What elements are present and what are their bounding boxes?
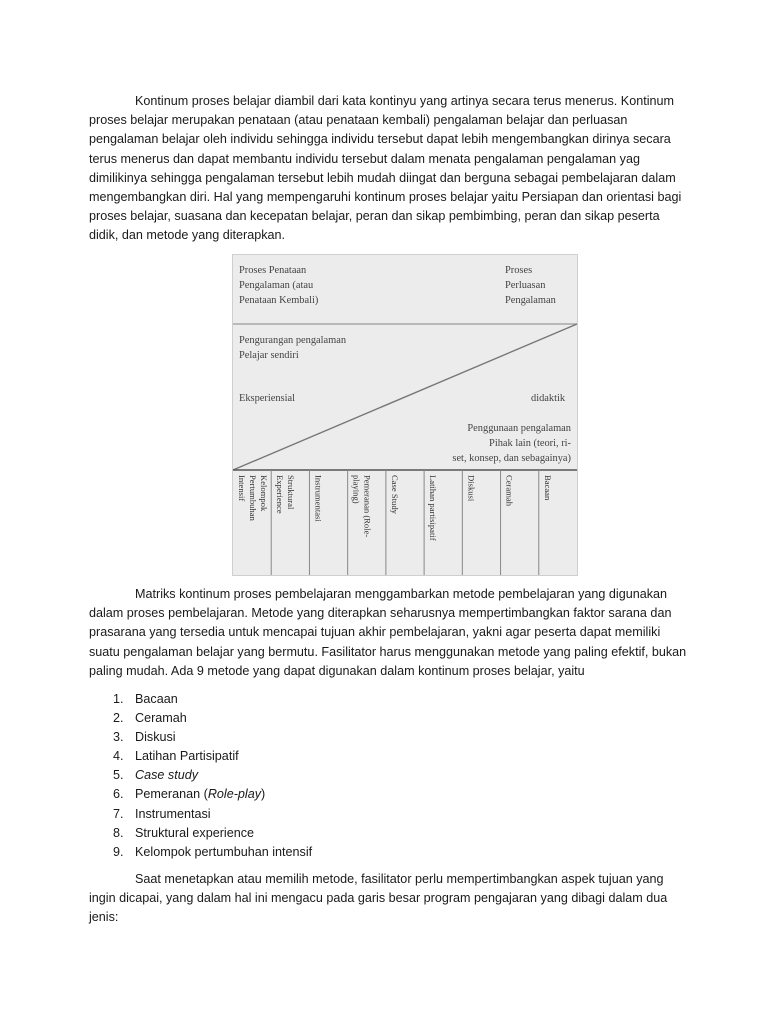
method-column-label: Latihan partisipatif: [428, 475, 439, 541]
top-left-label: Proses Penataan Pengalaman (atau Penataan Kembali): [239, 265, 319, 306]
method-number: 4.: [113, 749, 124, 764]
upper-note: Pengurangan pengalaman Pelajar sendiri: [239, 335, 347, 361]
method-label: Kelompok pertumbuhan intensif: [135, 844, 313, 859]
method-label: Ceramah: [135, 711, 187, 726]
method-item: [89, 805, 312, 824]
method-item: [89, 709, 312, 728]
method-label: Diskusi: [135, 730, 176, 745]
method-number: 8.: [113, 825, 124, 840]
closing-paragraph: [89, 870, 689, 928]
method-number: 6.: [113, 787, 124, 802]
method-column-label: Struktural Experience: [275, 475, 297, 514]
intro-text: Kontinum proses belajar diambil dari kata kontinyu yang artinya secara terus menerus. Kontinum proses belajar merupakan penataan (atau penataan kembali) pengalaman belajar dan perluasan pengalaman belajar oleh individu sehingga individu tersebut dapat lebih mengembangkan dirinya secara terus menerus dan dapat membantu individu tersebut dalam menata pengalaman pengalaman yag dimilikinya sehingga pengalaman tersebut lebih mudah diingat dan berguna sebagai pembelajaran dalam mengembangkan diri. Hal yang mempengaruhi kontinum proses belajar yaitu Persiapan dan orientasi bagi proses belajar, suasana dan kecepatan belajar, peran dan sikap pembimbing, peran dan sikap peserta didik, dan metode yang diterapkan.: [89, 94, 682, 243]
method-label: Latihan Partisipatif: [135, 749, 239, 764]
top-right-label: Proses Perluasan Pengalaman: [505, 265, 556, 306]
closing-text: Saat menetapkan atau memilih metode, fasilitator perlu mempertimbangkan aspek tujuan yang ingin dicapai, yang dalam hal ini mengacu pada garis besar program pengajaran yang dibagi dalam dua jenis:: [89, 872, 668, 925]
method-number: 7.: [113, 806, 124, 821]
methods-list: [89, 690, 312, 862]
matrix-text: Matriks kontinum proses pembelajaran menggambarkan metode pembelajaran yang digunakan dalam proses pembelajaran. Metode yang diterapkan seharusnya mempertimbangkan faktor sarana dan prasarana yang tersedia untuk mencapai tujuan akhir pembelajaran, yakni agar peserta dapat memiliki suatu pengalaman belajar yang bermutu. Fasilitator harus menggunakan metode yang paling efektif, bukan paling mudah. Ada 9 metode yang dapat digunakan dalam kontinum proses belajar, yaitu: [89, 587, 687, 678]
method-number: 9.: [113, 844, 124, 859]
method-column-label: Diskusi: [466, 475, 477, 502]
method-column-label: Instrumentasi: [313, 475, 324, 522]
method-item: [89, 690, 312, 709]
method-label: Bacaan: [135, 692, 178, 706]
method-column-label: Kelompok Pertumbuhan Intensif: [237, 475, 269, 521]
method-column-label: Ceramah: [504, 475, 515, 507]
method-item: [89, 843, 312, 862]
method-label: Case study: [135, 768, 198, 783]
method-number: 5.: [113, 768, 124, 783]
method-item: [89, 785, 312, 804]
method-column-label: Pemeranan (Role- playing): [351, 475, 373, 538]
method-item: [89, 766, 312, 785]
method-number: 3.: [113, 730, 124, 745]
matrix-paragraph: [89, 585, 689, 681]
method-item: [89, 728, 312, 747]
lower-note: Penggunaan pengalaman Pihak lain (teori, ri- set, konsep, dan sebagainya): [452, 423, 571, 464]
method-item: [89, 824, 312, 843]
method-number: 2.: [113, 711, 124, 726]
method-number: 1.: [113, 692, 124, 706]
eksperiensial-label: Eksperiensial: [239, 393, 295, 404]
method-label: Instrumentasi: [135, 806, 211, 821]
method-label: Pemeranan (Role-play): [135, 787, 266, 802]
method-column-label: Bacaan: [542, 475, 553, 501]
method-label: Struktural experience: [135, 825, 255, 840]
intro-paragraph: [89, 92, 689, 246]
didaktik-label: didaktik: [531, 393, 566, 404]
method-item: [89, 747, 312, 766]
continuum-figure: [232, 254, 578, 576]
method-column-label: Case Study: [389, 475, 400, 514]
